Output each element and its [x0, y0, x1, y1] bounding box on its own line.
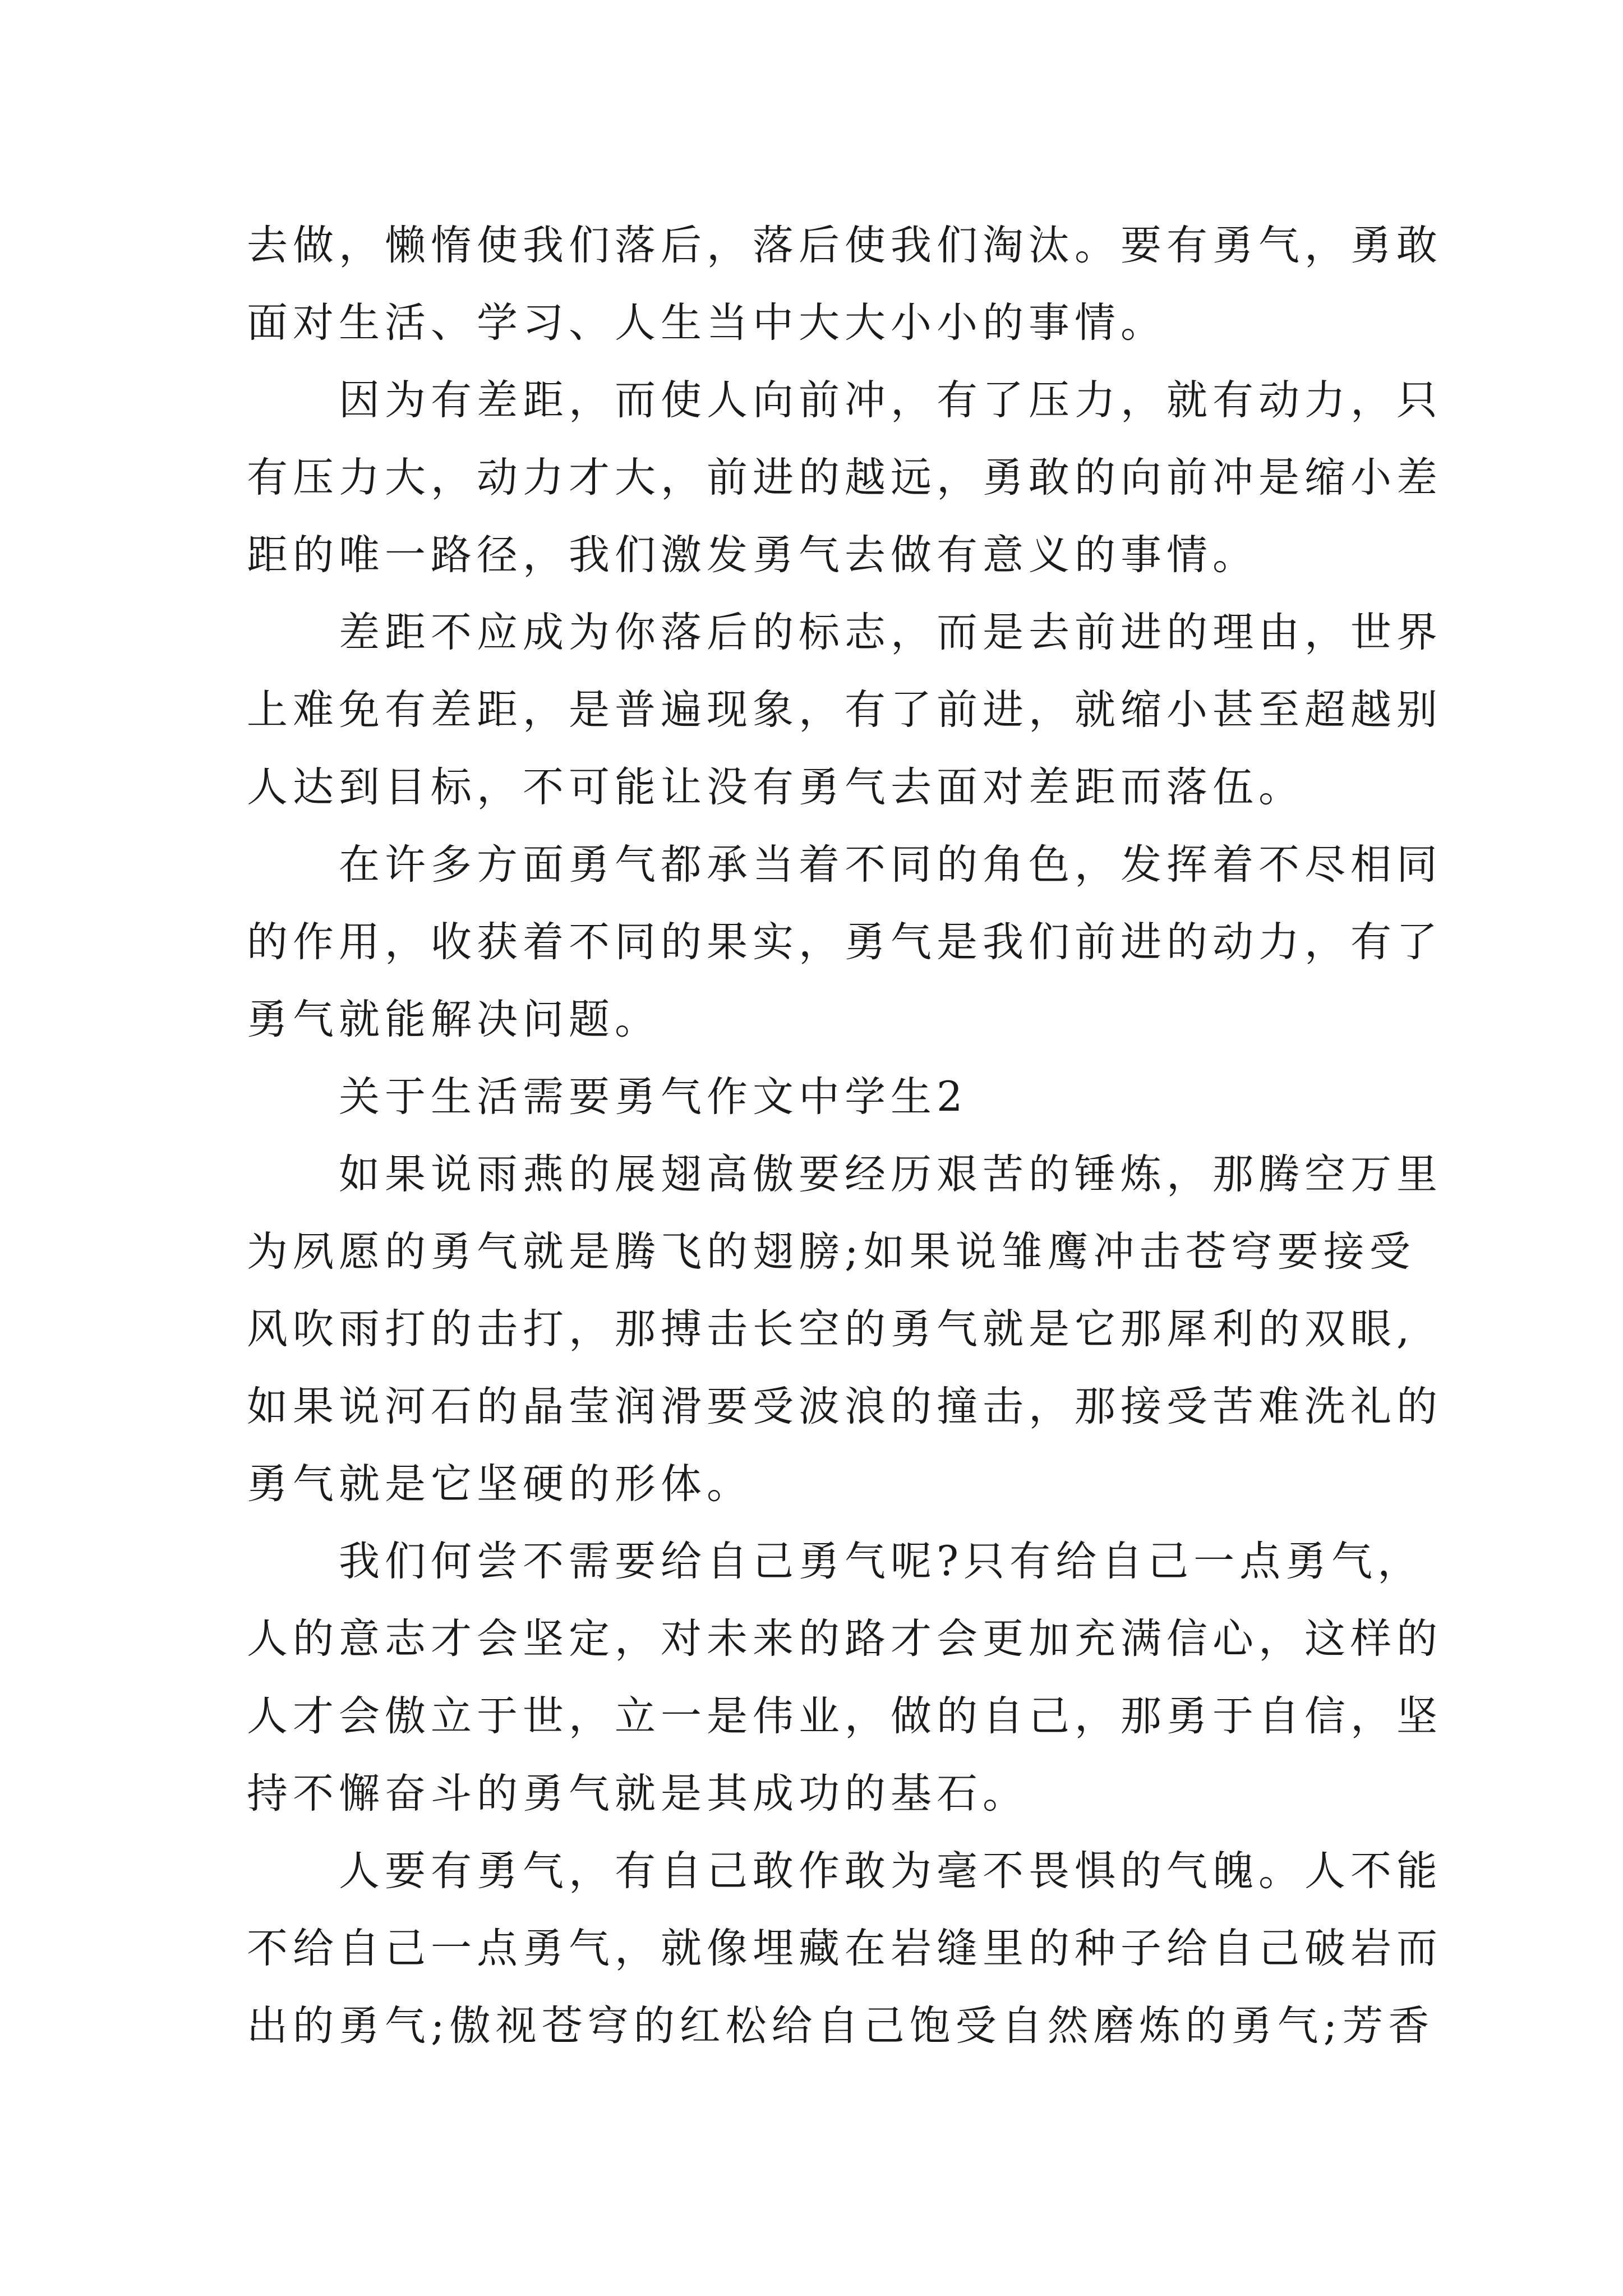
text-line: 有压力大，动力才大，前进的越远，勇敢的向前冲是缩小差 — [247, 454, 1442, 501]
paragraph-start-line: 人要有勇气，有自己敢作敢为毫不畏惧的气魄。人不能 — [339, 1847, 1442, 1895]
section-heading: 关于生活需要勇气作文中学生2 — [339, 1073, 968, 1121]
text-line: 距的唯一路径，我们激发勇气去做有意义的事情。 — [247, 531, 1258, 579]
text-line: 人才会傲立于世，立一是伟业，做的自己，那勇于自信，坚 — [247, 1692, 1442, 1740]
text-line: 的作用，收获着不同的果实，勇气是我们前进的动力，有了 — [247, 918, 1442, 966]
text-line: 上难免有差距，是普遍现象，有了前进，就缩小甚至超越别 — [247, 686, 1442, 734]
paragraph-start-line: 如果说雨燕的展翅高傲要经历艰苦的锤炼，那腾空万里 — [339, 1151, 1442, 1198]
text-line: 如果说河石的晶莹润滑要受波浪的撞击，那接受苦难洗礼的 — [247, 1383, 1442, 1430]
text-line: 去做，懒惰使我们落后，落后使我们淘汰。要有勇气，勇敢 — [247, 222, 1442, 269]
text-line: 风吹雨打的击打，那搏击长空的勇气就是它那犀利的双眼, — [247, 1305, 1415, 1353]
text-line: 不给自己一点勇气，就像埋藏在岩缝里的种子给自己破岩而 — [247, 1925, 1442, 1972]
text-line: 为夙愿的勇气就是腾飞的翅膀;如果说雏鹰冲击苍穹要接受 — [247, 1228, 1415, 1276]
paragraph-start-line: 因为有差距，而使人向前冲，有了压力，就有动力，只 — [339, 376, 1442, 424]
paragraph-start-line: 我们何尝不需要给自己勇气呢?只有给自己一点勇气， — [339, 1538, 1424, 1585]
text-line: 人达到目标，不可能让没有勇气去面对差距而落伍。 — [247, 763, 1304, 811]
text-line: 勇气就能解决问题。 — [247, 996, 661, 1043]
paragraph-start-line: 差距不应成为你落后的标志，而是去前进的理由，世界 — [339, 609, 1442, 656]
text-line: 勇气就是它坚硬的形体。 — [247, 1460, 753, 1508]
text-line: 人的意志才会坚定，对未来的路才会更加充满信心，这样的 — [247, 1615, 1442, 1663]
text-line: 出的勇气;傲视苍穹的红松给自己饱受自然磨炼的勇气;芳香 — [247, 2002, 1435, 2050]
text-line: 面对生活、学习、人生当中大大小小的事情。 — [247, 299, 1166, 347]
paragraph-start-line: 在许多方面勇气都承当着不同的角色，发挥着不尽相同 — [339, 841, 1442, 889]
text-line: 持不懈奋斗的勇气就是其成功的基石。 — [247, 1770, 1029, 1818]
